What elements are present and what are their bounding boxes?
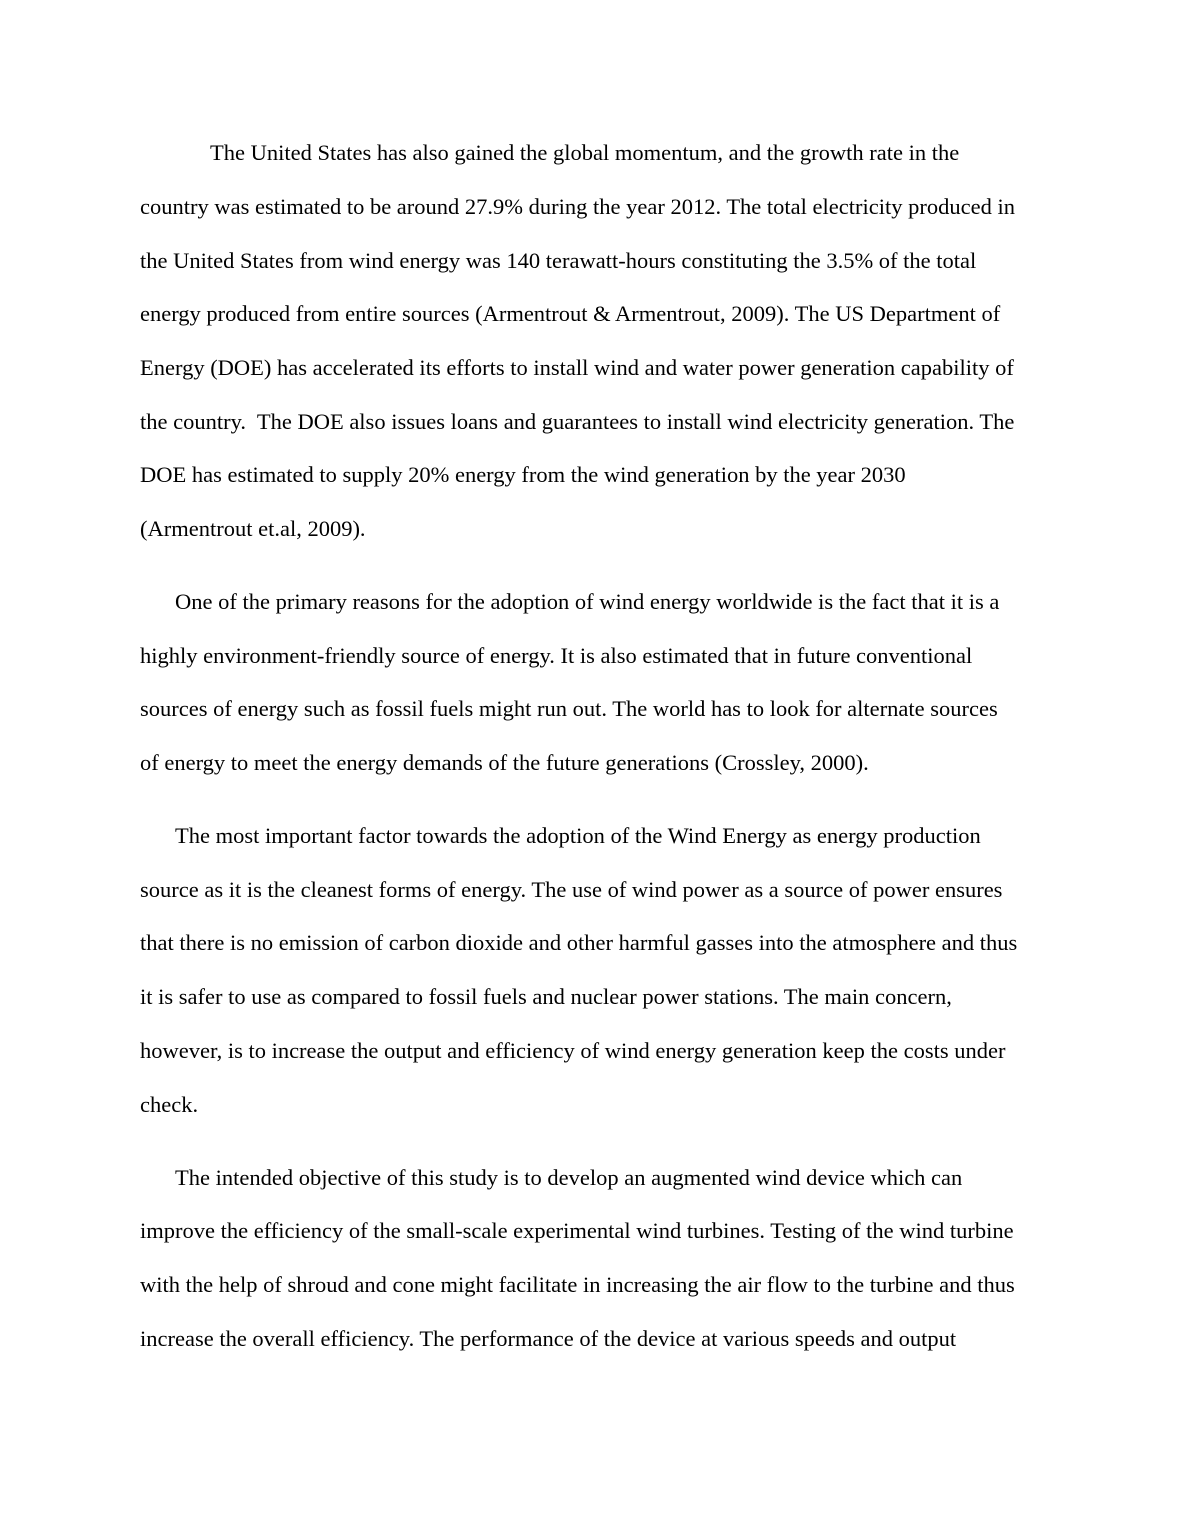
paragraph-2-line-3: sources of energy such as fossil fuels might run out. The world has to look for alternate sources: [140, 696, 998, 721]
paragraph-1-line-5: Energy (DOE) has accelerated its efforts to install wind and water power generation capability of: [140, 355, 1014, 380]
paragraph-1-line-8: (Armentrout et.al, 2009).: [140, 516, 366, 541]
paragraph-1-line-7: DOE has estimated to supply 20% energy from the wind generation by the year 2030: [140, 462, 906, 487]
paragraph-1-line-3: the United States from wind energy was 140 terawatt-hours constituting the 3.5% of the total: [140, 248, 977, 273]
paragraph-3-line-6: check.: [140, 1092, 199, 1117]
paragraph-4-line-4: increase the overall efficiency. The performance of the device at various speeds and output: [140, 1326, 957, 1351]
paragraph-2-line-4: of energy to meet the energy demands of the future generations (Crossley, 2000).: [140, 750, 869, 775]
paragraph-4-line-3: with the help of shroud and cone might facilitate in increasing the air flow to the turbine and thus: [140, 1272, 1015, 1297]
paragraph-3-line-3: that there is no emission of carbon dioxide and other harmful gasses into the atmosphere and thus: [140, 930, 1018, 955]
paragraph-1-line-6: the country. The DOE also issues loans and guarantees to install wind electricity generation. The: [140, 409, 1015, 434]
paragraph-3-line-5: however, is to increase the output and efficiency of wind energy generation keep the costs under: [140, 1038, 1006, 1063]
paragraph-1-line-2: country was estimated to be around 27.9% during the year 2012. The total electricity produced in: [140, 194, 1015, 219]
paragraph-4-line-1: The intended objective of this study is to develop an augmented wind device which can: [175, 1165, 963, 1190]
paragraph-3-line-1: The most important factor towards the adoption of the Wind Energy as energy production: [175, 823, 981, 848]
paragraph-1-line-4: energy produced from entire sources (Armentrout & Armentrout, 2009). The US Department of: [140, 301, 1001, 326]
paragraph-3-line-2: source as it is the cleanest forms of energy. The use of wind power as a source of power ensures: [140, 877, 1003, 902]
paragraph-3-line-4: it is safer to use as compared to fossil fuels and nuclear power stations. The main concern,: [140, 984, 952, 1009]
paragraph-4-line-2: improve the efficiency of the small-scale experimental wind turbines. Testing of the wind turbine: [140, 1218, 1014, 1243]
paragraph-1-line-1: The United States has also gained the global momentum, and the growth rate in the: [210, 140, 960, 165]
paragraph-2-line-1: One of the primary reasons for the adoption of wind energy worldwide is the fact that it is a: [175, 589, 1000, 614]
paragraph-2-line-2: highly environment-friendly source of energy. It is also estimated that in future conventional: [140, 643, 973, 668]
